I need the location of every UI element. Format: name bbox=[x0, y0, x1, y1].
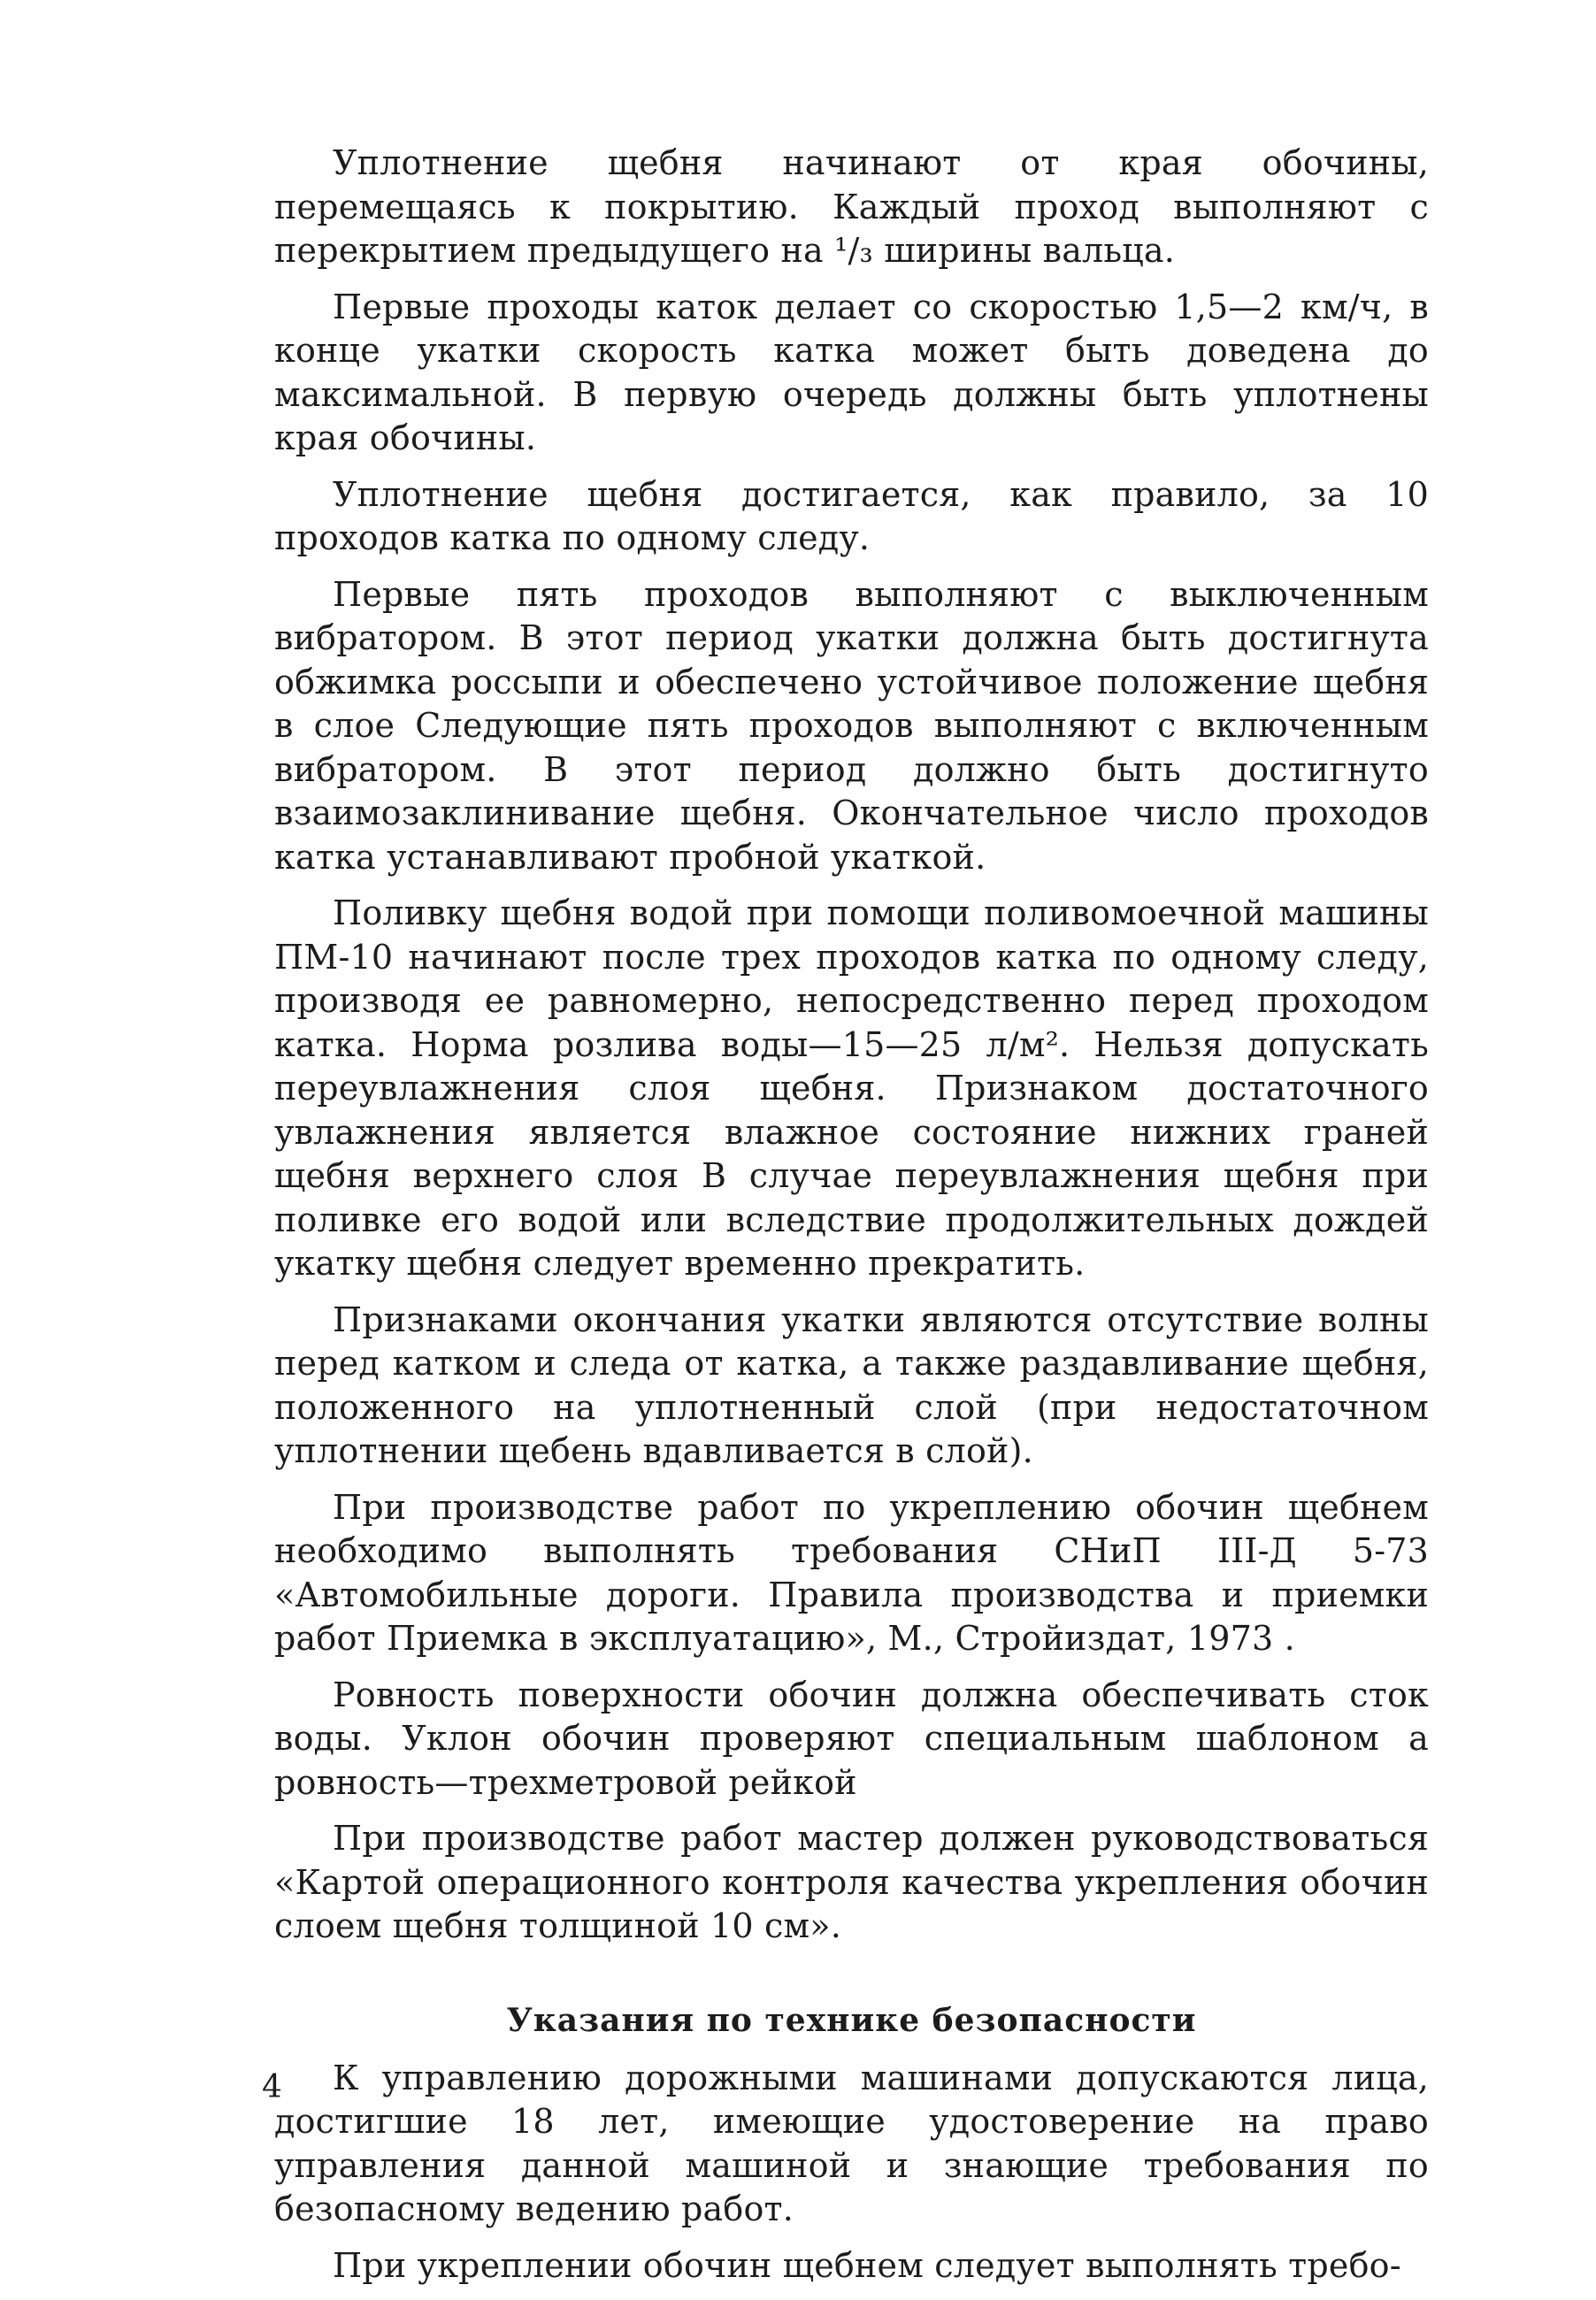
paragraph-regulations: При производстве работ по укреплению обочин щебнем необходимо выполнять требования СНиП III-Д 5-73 «Автомобильные дороги. Правила производства и приемки работ Приемка в эксплуатацию», М., Стройиздат, 1973 . bbox=[274, 1487, 1429, 1658]
paragraph-vibrator-passes: Первые пять проходов выполняют с выключенным вибратором. В этот период укатки должна быть достигнута обжимка россыпи и обеспечено устойчивое положение щебня в слое Следующие пять проходов выполняют с включенным вибратором. В этот период должно быть достигнуто взаимозаклинивание щебня. Окончательное число проходов катка устанавливают пробной укаткой. bbox=[274, 574, 1429, 877]
page-body bbox=[274, 142, 1429, 2300]
page-number: 4 bbox=[262, 2069, 282, 2105]
paragraph-first-passes-speed: Первые проходы каток делает со скоростью 1,5—2 км/ч, в конце укатки скорость катка может быть доведена до максимальной. В первую очередь должны быть уплотнены края обочины. bbox=[274, 287, 1429, 457]
paragraph-pass-count: Уплотнение щебня достигается, как правило, за 10 проходов катка по одному следу. bbox=[274, 474, 1429, 557]
section-heading-safety: Указания по технике безопасности bbox=[506, 2001, 1197, 2039]
paragraph-compaction-start: Уплотнение щебня начинают от края обочины, перемещаясь к покрытию. Каждый проход выполняют с перекрытием предыдущего на ¹/₃ ширины вальца. bbox=[274, 143, 1429, 270]
paragraph-quality-control-map: При производстве работ мастер должен руководствоваться «Картой операционного контроля качества укрепления обочин слоем щебня толщиной 10 см». bbox=[274, 1819, 1429, 1945]
paragraph-safety-requirements: При укреплении обочин щебнем следует выполнять требо- bbox=[333, 2245, 1401, 2285]
paragraph-surface-evenness: Ровность поверхности обочин должна обеспечивать сток воды. Уклон обочин проверяют специальным шаблоном а ровность—трехметровой рейкой bbox=[274, 1675, 1429, 1802]
paragraph-rolling-completion: Признаками окончания укатки являются отсутствие волны перед катком и следа от катка, а также раздавливание щебня, положенного на уплотненный слой (при недостаточном уплотнении щебень вдавливается в слой). bbox=[274, 1300, 1429, 1470]
paragraph-watering: Поливку щебня водой при помощи поливомоечной машины ПМ-10 начинают после трех проходов катка по одному следу, производя ее равномерно, непосредственно перед проходом катка. Норма розлива воды—15—25 л/м². Нельзя допускать переувлажнения слоя щебня. Признаком достаточного увлажнения является влажное состояние нижних граней щебня верхнего слоя В случае переувлажнения щебня при поливке его водой или вследствие продолжительных дождей укатку щебня следует временно прекратить. bbox=[274, 893, 1429, 1283]
paragraph-operator-admission: К управлению дорожными машинами допускаются лица, достигшие 18 лет, имеющие удостоверение на право управления данной машиной и знающие требования по безопасному ведению работ. bbox=[274, 2058, 1429, 2228]
